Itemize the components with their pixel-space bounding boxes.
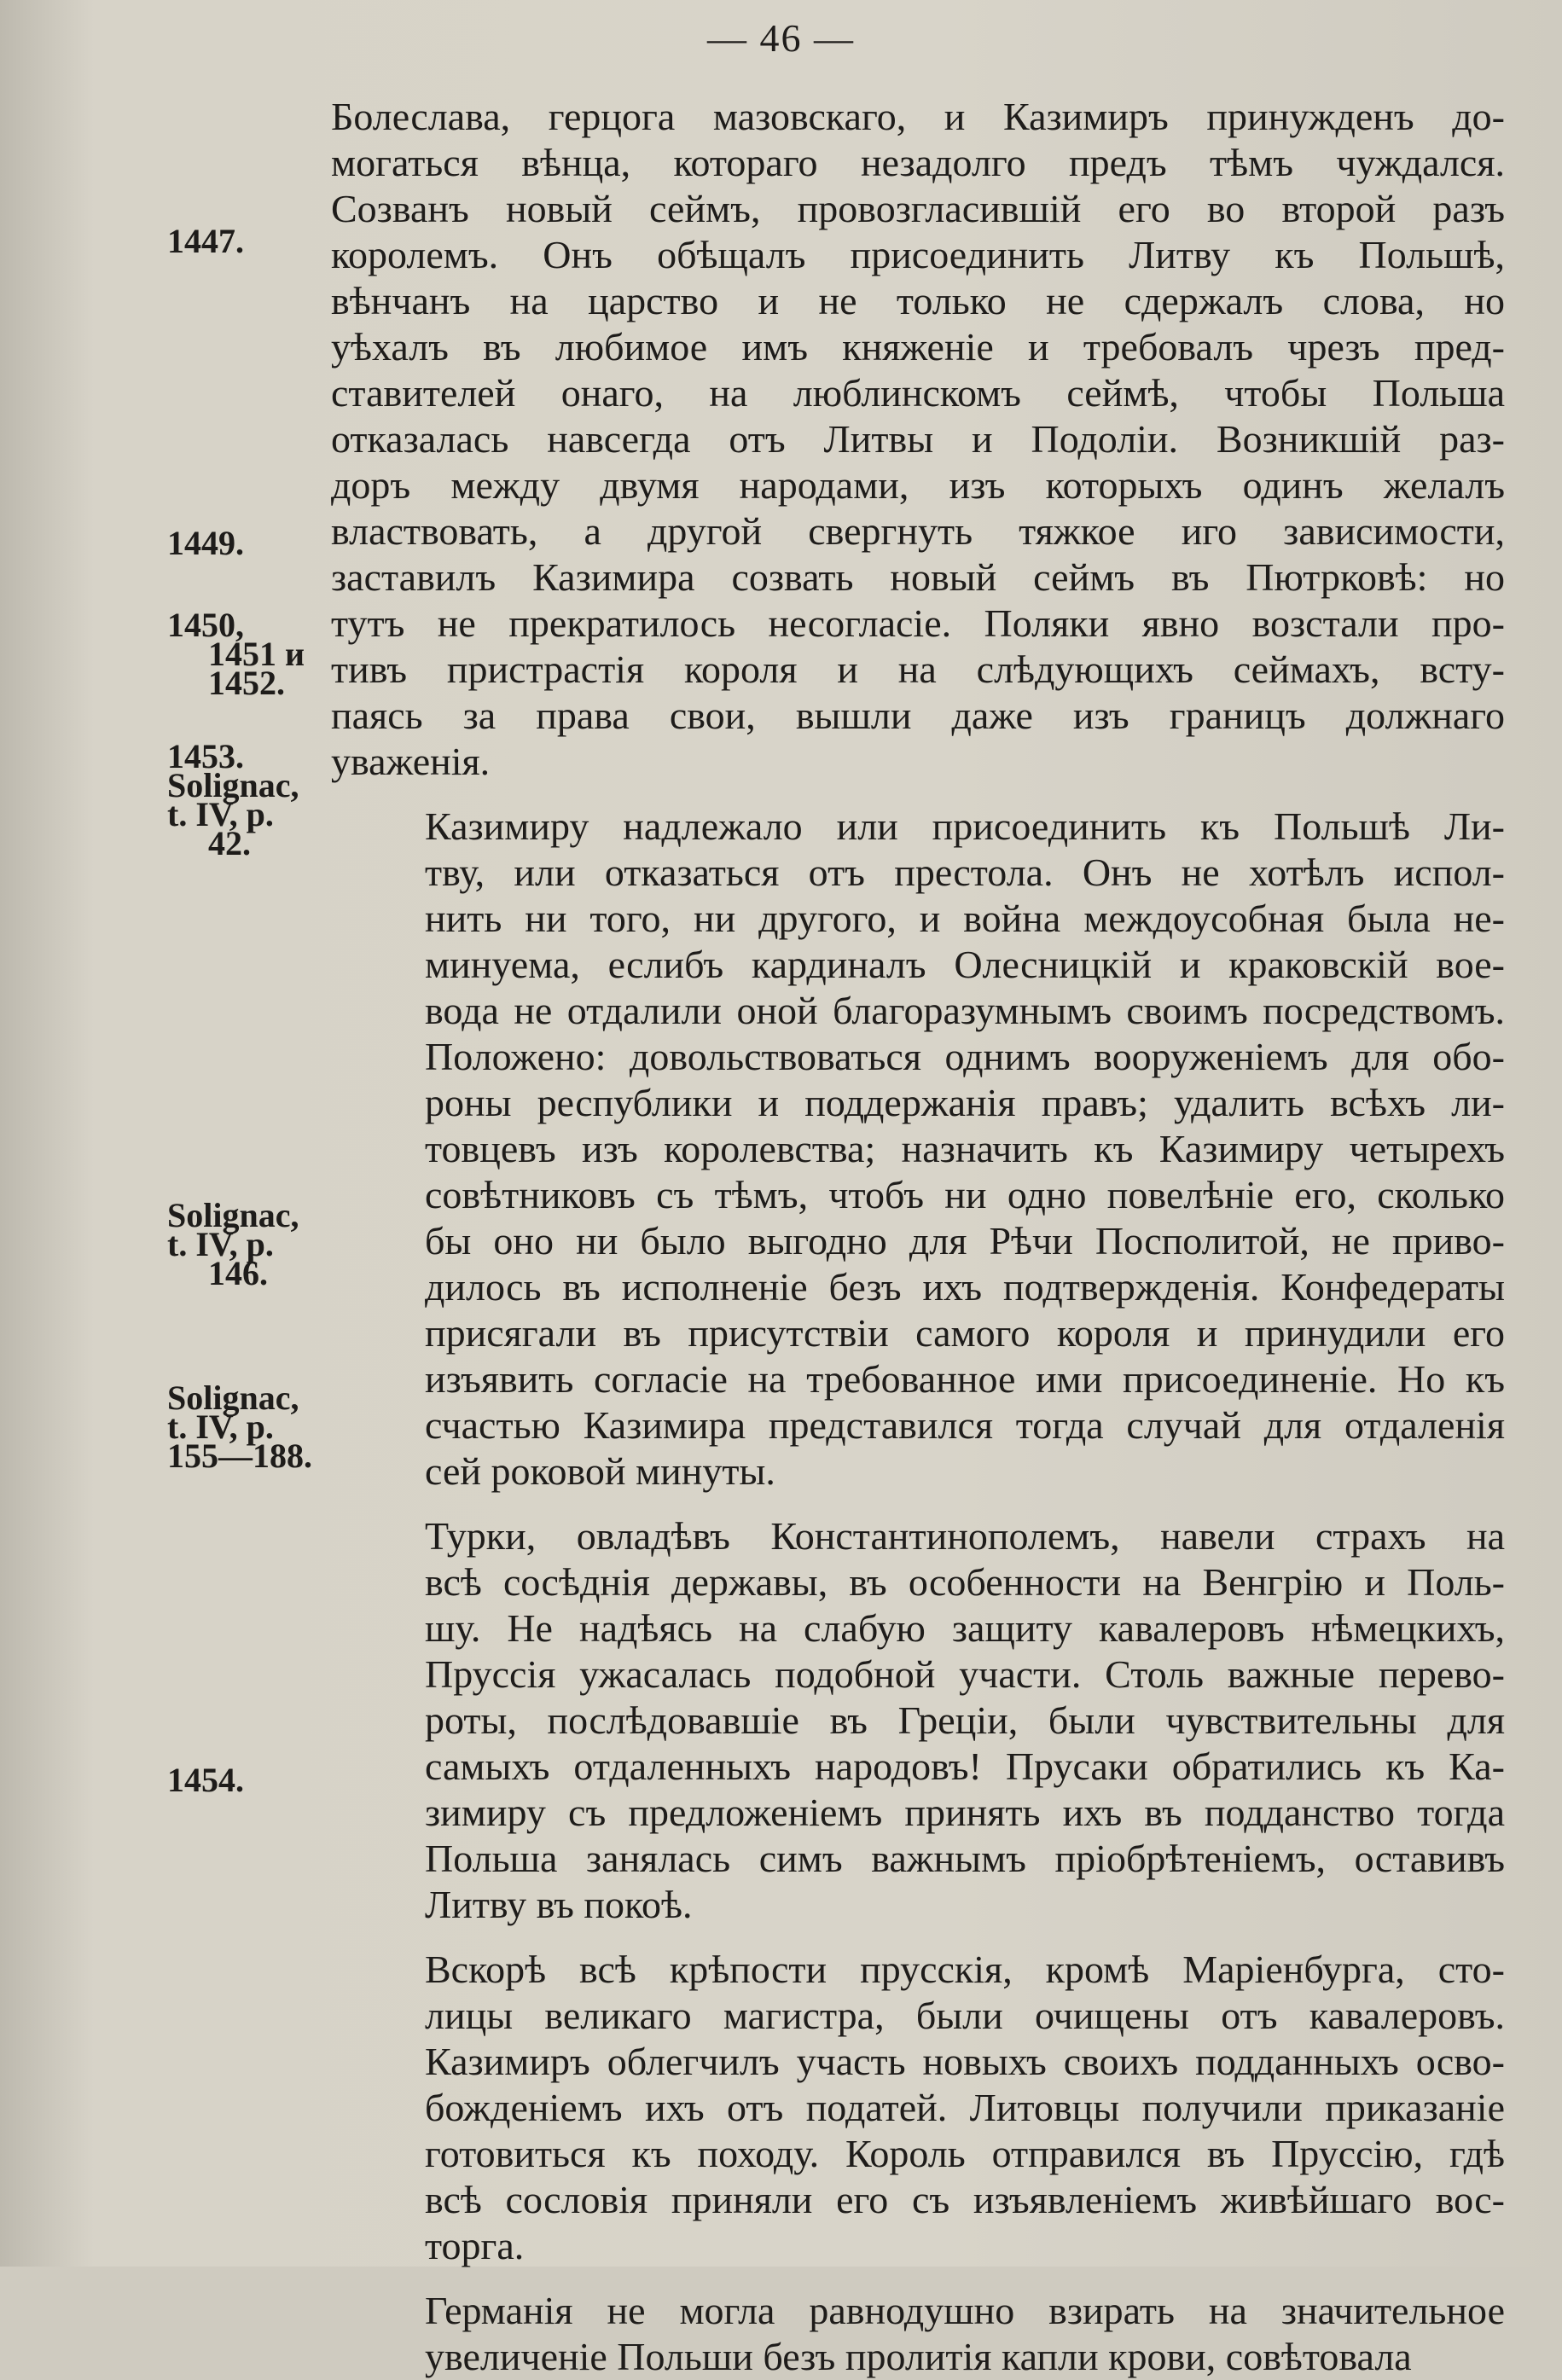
text-line: Вскорѣ всѣ крѣпости прусскія, кромѣ Маріенбурга, сто- (425, 1948, 1505, 1991)
paragraph (331, 1513, 1505, 1928)
paragraph (331, 94, 1505, 785)
text-line: Положено: довольствоваться однимъ вооруженіемъ для обо- (425, 1035, 1505, 1078)
text-line: зимиру съ предложеніемъ принять ихъ въ подданство тогда (425, 1791, 1505, 1834)
text-line: Польша занялась симъ важнымъ пріобрѣтеніемъ, оставивъ (425, 1837, 1505, 1880)
paragraph (331, 804, 1505, 1495)
text-line: бы оно ни было выгодно для Рѣчи Посполитой, не приво- (425, 1219, 1505, 1263)
text-line: изъявить согласіе на требованное ими присоединеніе. Но къ (425, 1357, 1505, 1401)
text-line: сей роковой минуты. (425, 1449, 775, 1493)
margin-note-1449: 1449. (167, 524, 244, 562)
text-line: Литву въ покоѣ. (425, 1883, 693, 1926)
text-line: лицы великаго магистра, были очищены отъ кавалеровъ. (425, 1994, 1505, 2037)
text-line: паясь за права свои, вышли даже изъ границъ должнаго (331, 694, 1505, 737)
text-line: роны республики и поддержанія правъ; удалить всѣхъ ли- (425, 1081, 1505, 1124)
margin-note-1447: 1447. (167, 222, 244, 260)
text-line: божденіемъ ихъ отъ податей. Литовцы получили приказаніе (425, 2086, 1505, 2129)
text-line: Созванъ новый сеймъ, провозгласившій его во второй разъ (331, 187, 1505, 230)
text-line: тутъ не прекратилось несогласіе. Поляки явно возстали про- (331, 601, 1505, 645)
page-number: — 46 — (707, 16, 855, 60)
margin-note-solignac-155: Solignac, t. IV, p. 155—188. (167, 1379, 312, 1475)
text-line: присягали въ присутствіи самого короля и принудили его (425, 1311, 1505, 1355)
text-line: минуема, еслибъ кардиналъ Олесницкій и краковскій вое- (425, 943, 1505, 986)
paragraph (331, 2288, 1505, 2380)
text-line: дилось въ исполненіе безъ ихъ подтвержденія. Конфедераты (425, 1265, 1505, 1309)
margin-note-1453: 1453. Solignac, t. IV, p. 42. (167, 737, 299, 862)
text-line: торга. (425, 2224, 525, 2267)
text-line: властвовать, а другой свергнуть тяжкое иго зависимости, (331, 509, 1505, 553)
text-line: самыхъ отдаленныхъ народовъ! Прусаки обратились къ Ка- (425, 1744, 1505, 1788)
text-line: совѣтниковъ съ тѣмъ, чтобъ ни одно повелѣніе его, сколько (425, 1173, 1505, 1216)
text-line: уваженія. (331, 740, 491, 783)
text-line: всѣ сосѣднія державы, въ особенности на Венгрію и Поль- (425, 1560, 1505, 1604)
text-line: товцевъ изъ королевства; назначить къ Казимиру четырехъ (425, 1127, 1505, 1170)
text-line: доръ между двумя народами, изъ которыхъ одинъ желалъ (331, 463, 1505, 507)
text-line: Казимиръ облегчилъ участь новыхъ своихъ подданныхъ осво- (425, 2040, 1505, 2083)
text-line: вѣнчанъ на царство и не только не сдержалъ слова, но (331, 279, 1505, 322)
text-line: Германія не могла равнодушно взирать на значительное (425, 2289, 1505, 2332)
text-line: готовиться къ походу. Король отправился въ Пруссію, гдѣ (425, 2132, 1505, 2175)
text-line: королемъ. Онъ обѣщалъ присоединить Литву къ Польшѣ, (331, 233, 1505, 276)
body-text (331, 94, 1505, 2380)
text-line: Турки, овладѣвъ Константинополемъ, навели страхъ на (425, 1514, 1505, 1558)
text-line: Пруссія ужасалась подобной участи. Столь важные перево- (425, 1652, 1505, 1696)
margin-note-1450-1452: 1450, 1451 и 1452. (167, 606, 305, 702)
margin-note-solignac-146: Solignac, t. IV, p. 146. (167, 1196, 299, 1292)
text-line: увеличеніе Польши безъ пролитія капли крови, совѣтовала (425, 2335, 1412, 2378)
text-line: могаться вѣнца, котораго незадолго предъ тѣмъ чуждался. (331, 141, 1505, 184)
text-line: Казимиру надлежало или присоединить къ Польшѣ Ли- (425, 804, 1505, 848)
text-line: вода не отдалили оной благоразумнымъ своимъ посредствомъ. (425, 989, 1505, 1032)
paragraph (331, 1947, 1505, 2269)
text-line: всѣ сословія приняли его съ изъявленіемъ живѣйшаго вос- (425, 2178, 1505, 2221)
text-line: отказалась навсегда отъ Литвы и Подоліи. Возникшій раз- (331, 417, 1505, 461)
text-line: тву, или отказаться отъ престола. Онъ не хотѣлъ испол- (425, 850, 1505, 894)
text-line: шу. Не надѣясь на слабую защиту кавалеровъ нѣмецкихъ, (425, 1606, 1505, 1650)
text-line: заставилъ Казимира созвать новый сеймъ въ Пютрковѣ: но (331, 555, 1505, 599)
text-line: уѣхалъ въ любимое имъ княженіе и требовалъ чрезъ пред- (331, 325, 1505, 369)
margin-note-1454: 1454. (167, 1761, 244, 1799)
text-line: ставителей онаго, на люблинскомъ сеймѣ, чтобы Польша (331, 371, 1505, 415)
text-line: счастью Казимира представился тогда случай для отдаленія (425, 1403, 1505, 1447)
text-line: нить ни того, ни другого, и война междоусобная была не- (425, 897, 1505, 940)
text-line: роты, послѣдовавшіе въ Греціи, были чувствительны для (425, 1698, 1505, 1742)
text-line: Болеслава, герцога мазовскаго, и Казимиръ принужденъ до- (331, 95, 1505, 138)
text-line: тивъ пристрастія короля и на слѣдующихъ сеймахъ, всту- (331, 647, 1505, 691)
